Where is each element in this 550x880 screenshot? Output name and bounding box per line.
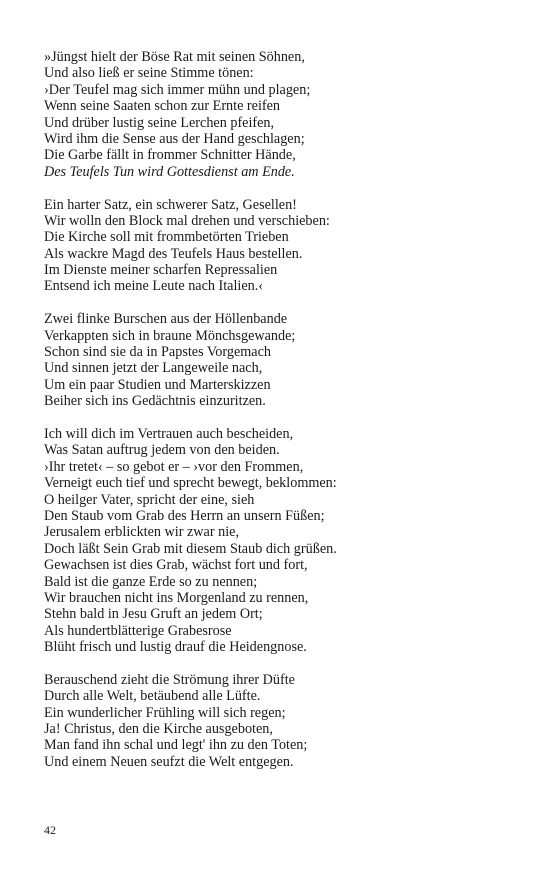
stanza	[44, 311, 514, 409]
poem-line: Als wackre Magd des Teufels Haus bestellen.	[44, 245, 303, 262]
poem-line: Bald ist die ganze Erde so zu nennen;	[44, 573, 258, 590]
page-number: 42	[44, 823, 56, 837]
poem-body	[44, 49, 514, 787]
poem-line: Und also ließ er seine Stimme tönen:	[44, 65, 254, 82]
stanza	[44, 672, 514, 770]
poem-line: Die Kirche soll mit frommbetörten Trieben	[44, 229, 289, 246]
poem-line: ›Ihr tretet‹ – so gebot er – ›vor den Frommen,	[44, 458, 304, 475]
stanza	[44, 49, 514, 180]
stanza	[44, 197, 514, 295]
poem-line: Ein wunderlicher Frühling will sich regen;	[44, 704, 286, 721]
poem-line: Was Satan auftrug jedem von den beiden.	[44, 442, 280, 459]
poem-line: Den Staub vom Grab des Herrn an unsern Füßen;	[44, 507, 325, 524]
poem-line: »Jüngst hielt der Böse Rat mit seinen Söhnen,	[44, 49, 305, 65]
poem-line: Ich will dich im Vertrauen auch bescheiden,	[44, 425, 294, 442]
poem-line: Doch läßt Sein Grab mit diesem Staub dich grüßen.	[44, 540, 337, 557]
poem-line: Beiher sich ins Gedächtnis einzuritzen.	[44, 393, 266, 410]
poem-line: ›Der Teufel mag sich immer mühn und plagen;	[44, 81, 311, 98]
poem-line: O heilger Vater, spricht der eine, sieh	[44, 491, 255, 508]
poem-line: Und drüber lustig seine Lerchen pfeifen,	[44, 114, 275, 131]
poem-line: Ja! Christus, den die Kirche ausgeboten,	[44, 721, 273, 738]
poem-line: Berauschend zieht die Strömung ihrer Düfte	[44, 671, 295, 688]
poem-line: Verkappten sich in braune Mönchsgewande;	[44, 327, 296, 344]
poem-line: Ein harter Satz, ein schwerer Satz, Gesellen!	[44, 196, 297, 213]
poem-line: Die Garbe fällt in frommer Schnitter Hände,	[44, 147, 296, 164]
poem-line: Stehn bald in Jesu Gruft an jedem Ort;	[44, 606, 263, 623]
poem-line: Verneigt euch tief und sprecht bewegt, beklommen:	[44, 475, 337, 492]
poem-line: Entsend ich meine Leute nach Italien.‹	[44, 278, 264, 295]
poem-line: Durch alle Welt, betäubend alle Lüfte.	[44, 688, 261, 705]
poem-line: Wir wolln den Block mal drehen und verschieben:	[44, 212, 330, 229]
poem-line: Um ein paar Studien und Marterskizzen	[44, 376, 271, 393]
poem-line: Zwei flinke Burschen aus der Höllenbande	[44, 311, 288, 328]
poem-line: Im Dienste meiner scharfen Repressalien	[44, 262, 278, 279]
poem-line: Wird ihm die Sense aus der Hand geschlagen;	[44, 130, 305, 147]
poem-line: Schon sind sie da in Papstes Vorgemach	[44, 344, 271, 361]
poem-line: Des Teufels Tun wird Gottesdienst am Ende.	[44, 163, 295, 180]
poem-line: Als hundertblätterige Grabesrose	[44, 622, 232, 639]
poem-line: Wenn seine Saaten schon zur Ernte reifen	[44, 98, 281, 115]
poem-line: Blüht frisch und lustig drauf die Heidengnose.	[44, 639, 307, 656]
poem-line: Und sinnen jetzt der Langeweile nach,	[44, 360, 263, 377]
poem-line: Wir brauchen nicht ins Morgenland zu rennen,	[44, 589, 309, 606]
poem-line: Und einem Neuen seufzt die Welt entgegen.	[44, 753, 294, 770]
poem-line: Man fand ihn schal und legt' ihn zu den Toten;	[44, 737, 308, 754]
poem-line: Jerusalem erblickten wir zwar nie,	[44, 524, 239, 541]
poem-line: Gewachsen ist dies Grab, wächst fort und fort,	[44, 557, 308, 574]
stanza	[44, 426, 514, 655]
